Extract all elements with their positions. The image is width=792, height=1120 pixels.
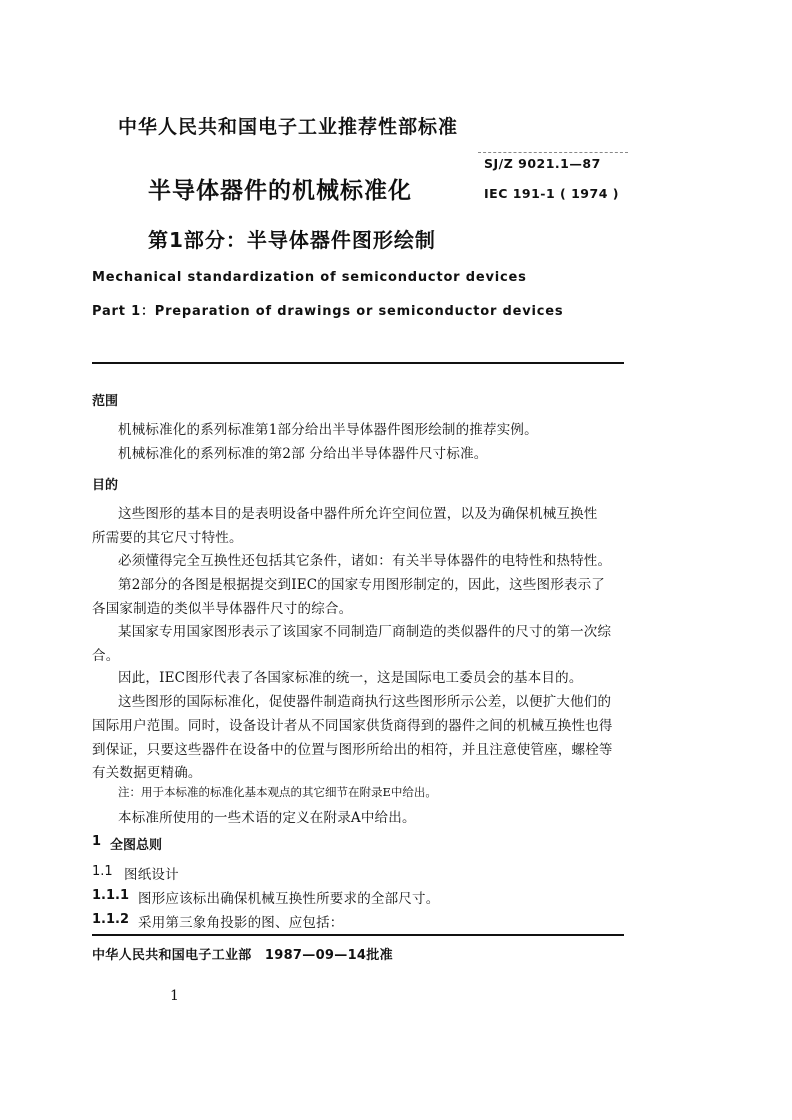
title-cn: 半导体器件的机械标准化 <box>148 178 412 204</box>
purpose-line: 各国家制造的类似半导体器件尺寸的综合。 <box>92 601 353 617</box>
purpose-line: 到保证，只要这些器件在设备中的位置与图形所给出的相符，并且注意使管座，螺栓等 <box>92 742 613 758</box>
purpose-line: 合。 <box>92 648 120 664</box>
section1-heading: 全图总则 <box>110 838 163 853</box>
footer-divider <box>92 934 624 936</box>
code-rule <box>478 152 628 153</box>
iec-reference: IEC 191-1 ( 1974 ) <box>484 186 619 201</box>
purpose-line: 某国家专用国家图形表示了该国家不同制造厂商制造的类似器件的尺寸的第一次综 <box>118 624 612 640</box>
purpose-line: 所需要的其它尺寸特性。 <box>92 530 243 546</box>
purpose-note: 注：用于本标准的标准化基本观点的其它细节在附录E中给出。 <box>118 785 437 799</box>
purpose-line: 国际用户范围。同时，设备设计者从不同国家供货商得到的器件之间的机械互换性也得 <box>92 718 613 734</box>
purpose-line: 这些图形的国际标准化，促使器件制造商执行这些图形所示公差，以便扩大他们的 <box>118 694 612 710</box>
clause-text: 图形应该标出确保机械互换性所要求的全部尺寸。 <box>138 891 440 907</box>
purpose-line: 因此，IEC图形代表了各国家标准的统一，这是国际电工委员会的基本目的。 <box>118 670 583 686</box>
standard-code: SJ/Z 9021.1—87 <box>484 156 601 171</box>
clause-number: 1.1.2 <box>92 912 130 927</box>
scope-line: 机械标准化的系列标准的第2部 分给出半导体器件尺寸标准。 <box>118 446 488 462</box>
header-divider <box>92 362 624 364</box>
section1-number: 1 <box>92 834 102 849</box>
org-title: 中华人民共和国电子工业推荐性部标准 <box>118 116 459 138</box>
scope-heading: 范围 <box>92 394 119 409</box>
subtitle-cn: 第1部分：半导体器件图形绘制 <box>148 228 436 252</box>
title-en: Mechanical standardization of semiconductor devices <box>92 270 527 285</box>
page-number: 1 <box>170 988 179 1004</box>
clause-text: 图纸设计 <box>124 867 179 883</box>
purpose-heading: 目的 <box>92 478 119 493</box>
clause-text: 采用第三象角投影的图、应包括： <box>138 915 344 931</box>
annex-line: 本标准所使用的一些术语的定义在附录A中给出。 <box>118 810 416 826</box>
purpose-line: 有关数据更精确。 <box>92 765 202 781</box>
scope-line: 机械标准化的系列标准第1部分给出半导体器件图形绘制的推荐实例。 <box>118 422 538 438</box>
clause-number: 1.1.1 <box>92 888 130 903</box>
clause-number: 1.1 <box>92 864 113 879</box>
subtitle-en: Part 1：Preparation of drawings or semiconductor devices <box>92 304 564 319</box>
purpose-line: 这些图形的基本目的是表明设备中器件所允许空间位置，以及为确保机械互换性 <box>118 506 598 522</box>
approval-line: 中华人民共和国电子工业部 1987—09—14批准 <box>92 948 393 963</box>
purpose-line: 必须懂得完全互换性还包括其它条件，诸如：有关半导体器件的电特性和热特性。 <box>118 553 612 569</box>
purpose-line: 第2部分的各图是根据提交到IEC的国家专用图形制定的，因此，这些图形表示了 <box>118 577 606 593</box>
